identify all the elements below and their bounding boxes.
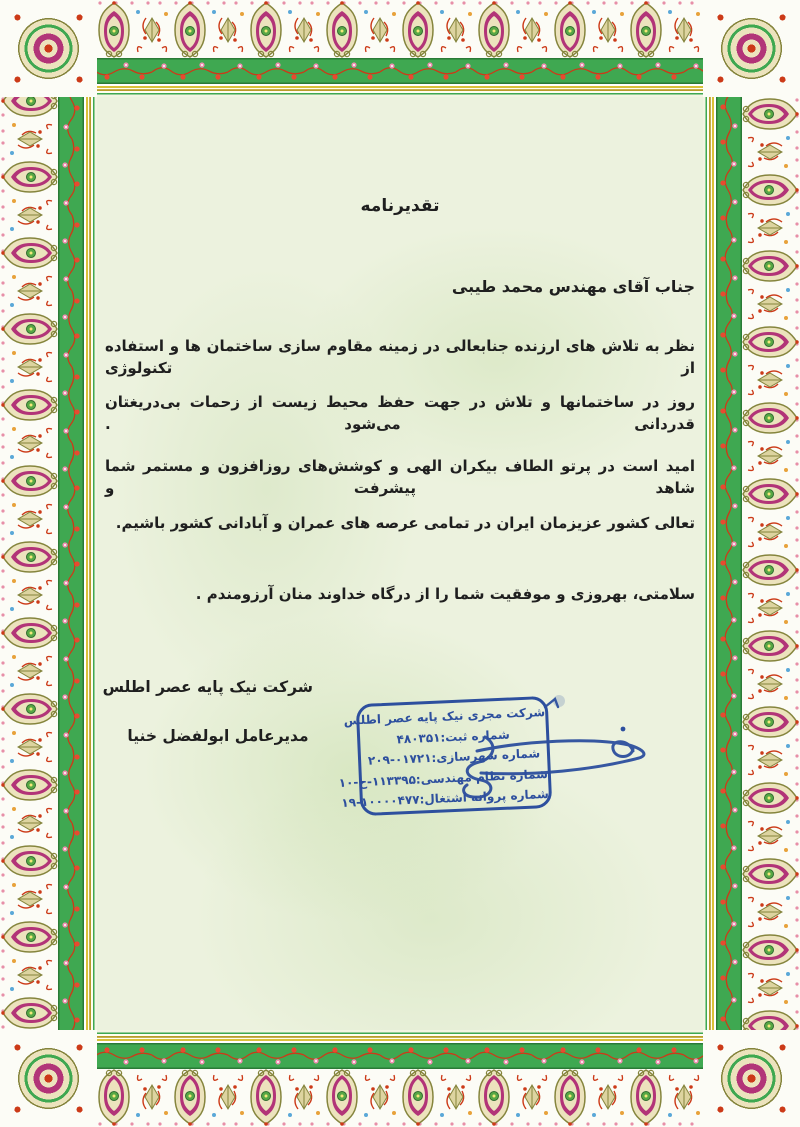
- border-strip-top: [0, 0, 800, 97]
- certificate-content: [97, 97, 703, 1030]
- border-strip-right: [703, 0, 800, 1127]
- recipient-line: جناب آقای مهندس محمد طیبی: [451, 277, 695, 296]
- body-line-3: امید است در پرتو الطاف بیکران الهی و کوشش‌های روزافزون و مستمر شما شاهد پیشرفت و: [105, 457, 695, 497]
- signer-name: مدیرعامل ابولفضل خنیا: [127, 727, 309, 745]
- border-strip-left: [0, 0, 97, 1127]
- company-name: شرکت نیک پایه عصر اطلس: [102, 678, 313, 696]
- stamp-row-value: ۱۰-ح-۱۱۳۳۹۵: [338, 772, 417, 790]
- border-strip-bottom: [0, 1030, 800, 1127]
- stamp-row-value: ۱۹-۱۰۰۰۰۴۷۷: [341, 792, 420, 810]
- corner-rosette-bottom-right: [703, 1030, 800, 1127]
- body-line-1: نظر به تلاش های ارزنده جنابعالی در زمینه مقاوم سازی ساختمان ها و استفاده از تکنولوژی: [105, 337, 695, 377]
- body-line-4: تعالی کشور عزیزمان ایران در تمامی عرصه های عمران و آبادانی کشور باشیم.: [115, 514, 695, 532]
- corner-rosette-top-left: [0, 0, 97, 97]
- stamp-row-label: شماره ثبت:: [440, 727, 511, 745]
- stamp-company-line: شرکت مجری نیک پایه عصر اطلس: [343, 704, 546, 728]
- stamp-row-label: شماره نظام مهندسی:: [415, 766, 549, 787]
- corner-rosette-bottom-left: [0, 1030, 97, 1127]
- stamp-row-value: ۲۰۹-۰۱۷۲۱: [367, 750, 432, 768]
- body-line-5: سلامتی، بهروزی و موفقیت شما را از درگاه خداوند منان آرزومندم .: [195, 585, 695, 603]
- stamp-row-value: ۴۸۰۳۵۱: [396, 730, 441, 746]
- corner-rosette-top-right: [703, 0, 800, 97]
- body-line-2: روز در ساختمانها و تلاش در جهت حفظ محیط زیست از زحمات بی‌دریغتان قدردانی می‌شود .: [105, 393, 695, 433]
- signature-block: [102, 678, 313, 745]
- certificate-title: تقدیرنامه: [360, 196, 440, 216]
- company-stamp: [338, 696, 553, 816]
- stamp-row-label: شماره پروانه اشتغال:: [419, 786, 550, 807]
- stamp-row-label: شماره شهرسازی:: [431, 746, 541, 765]
